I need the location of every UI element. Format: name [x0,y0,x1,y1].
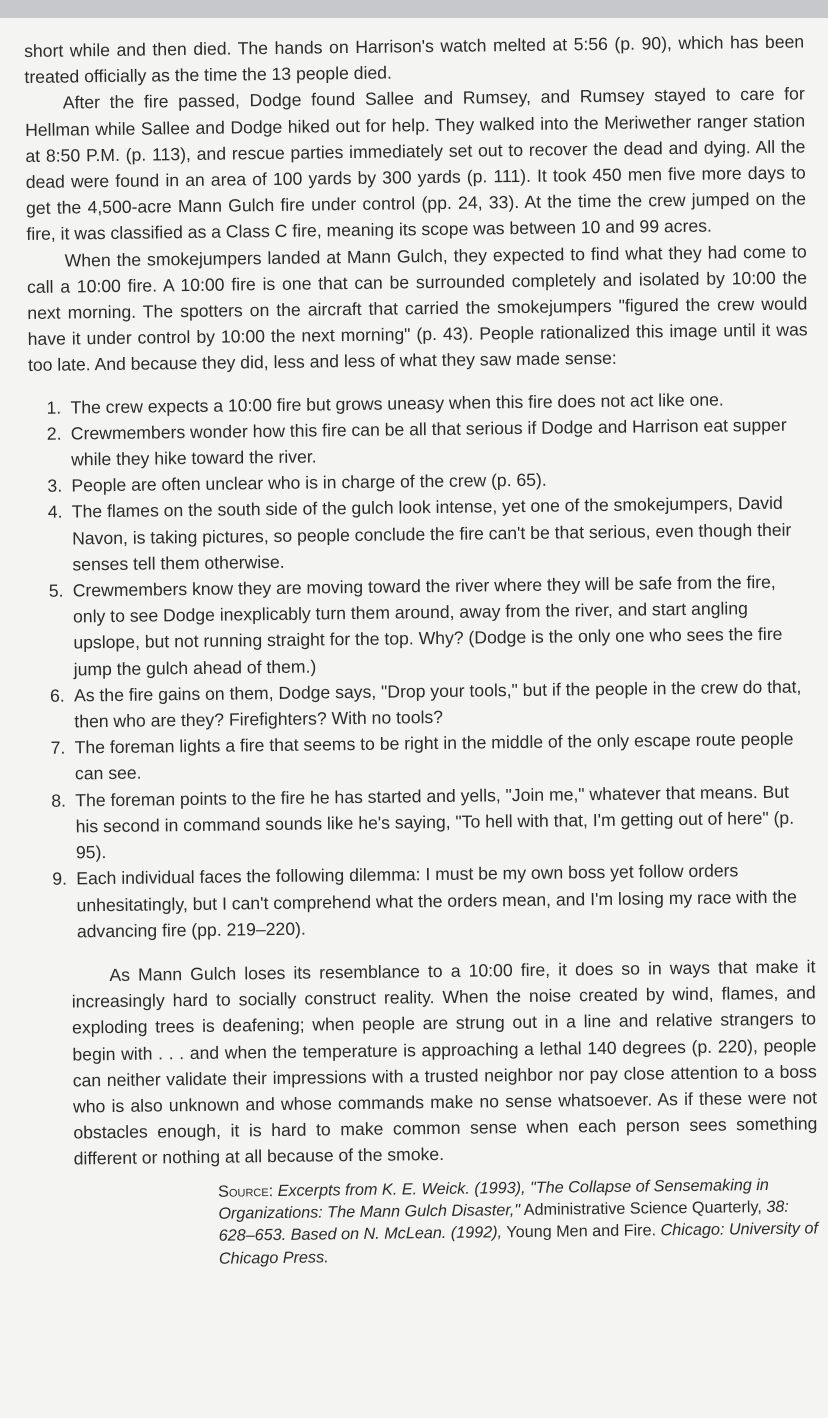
list-number: 6. [49,685,65,706]
list-text: The crew expects a 10:00 fire but grows uneasy when this fire does not act like one. [70,389,724,418]
paragraph-after-fire: After the fire passed, Dodge found Sallee and Rumsey, and Rumsey stayed to care for Hellman while Sallee and Dodge hiked out for help. They walked into the Meriwether ranger station at 8:50 P.M. (p. 113), and rescue parties immediately set out to recover the dead and dying. All the dead were found in an area of 100 yards by 300 yards (p. 111). It took 450 men five more days to get the 4,500-acre Mann Gulch fire under control (pp. 24, 33). At the time the crew jumped on the fire, it was classified as a Class C fire, meaning its scope was between 10 and 99 acres. [24,83,807,245]
list-number: 1. [46,397,62,418]
document-page [24,28,821,1397]
list-number: 2. [46,423,62,444]
list-text: Each individual faces the following dilemma: I must be my own boss yet follow orders unhesitatingly, but I can't comprehend what the orders mean, and I'm losing my race with the advancing fire (pp. 219–220). [76,860,797,942]
source-label: Source: [217,1181,274,1201]
list-text: As the fire gains on them, Dodge says, "Drop your tools," but if the people in the crew do that, then who are they? Firefighters? With no tools? [73,676,802,732]
top-band [0,0,828,18]
list-text: The foreman lights a fire that seems to be right in the middle of the only escape route people can see. [74,728,794,784]
list-text: People are often unclear who is in charge of the crew (p. 65). [71,469,547,496]
paragraph-harrison-watch: short while and then died. The hands on Harrison's watch melted at 5:56 (p. 90), which has been treated officially as the time the 13 people died. [24,31,805,88]
source-volume: 38: 628–653. Based on N. McLean. (1992), [218,1197,789,1246]
source-book: Young Men and Fire. [506,1221,657,1242]
source-excerpt: Excerpts from K. E. Weick. (1993), "The Collapse of Sensemaking in Organizations: The Mann Gulch Disaster," [218,1175,769,1223]
list-item [33,778,814,866]
paragraph-closing: As Mann Gulch loses its resemblance to a 10:00 fire, it does so in ways that make it increasingly hard to socially construct reality. When the noise created by wind, flames, and exploding trees is deafening; when people are strung out in a line and relative strangers to begin with . . . and when the temperature is approaching a lethal 140 degrees (p. 220), people can neither validate their impressions with a trusted neighbor nor pay close attention to a boss who is also unknown and whose commands make no sense whatsoever. As if these were not obstacles enough, it is hard to make common sense when each person sees something different or nothing at all because of the smoke. [71,956,818,1169]
list-item [34,857,815,945]
list-number: 3. [47,475,63,496]
source-publisher: Chicago: University of Chicago Press. [218,1219,819,1268]
list-item [32,673,813,735]
list-number: 4. [47,502,63,523]
list-item [30,490,811,578]
list-text: Crewmembers wonder how this fire can be all that serious if Dodge and Harrison eat supper while they hike toward the river. [70,414,787,470]
source-journal: Administrative Science Quarterly, [523,1198,762,1219]
list-number: 5. [48,580,64,601]
list-item [29,411,810,473]
list-text: The flames on the south side of the gulch look intense, yet one of the smokejumpers, David Navon, is taking pictures, so people conclude the fire can't be that serious, even though their senses tell them otherwise. [71,493,792,575]
list-text: Crewmembers know they are moving toward the river where they will be safe from the fire, only to see Dodge inexplicably turn them around, away from the river, and start angling upslope, but not running straight for the top. Why? (Dodge is the only one who sees the fire jump the gulch ahead of them.) [72,571,783,680]
sensemaking-list [28,385,815,945]
list-number: 8. [51,790,67,811]
list-text: The foreman points to the fire he has started and yells, "Join me," whatever that means. But his second in command sounds like he's saying, "To hell with that, I'm getting out of here" (p. 95). [75,781,795,863]
paragraph-smokejumpers: When the smokejumpers landed at Mann Gulch, they expected to find what they had come to call a 10:00 fire. A 10:00 fire is one that can be surrounded completely and isolated by 10:00 the next morning. The spotters on the aircraft that carried the smokejumpers "figured the crew would have it under control by 10:00 the next morning" (p. 43). People rationalized this image until it was too late. And because they did, less and less of what they saw made sense: [26,241,808,376]
list-item [33,726,814,788]
closing-block [35,953,818,1172]
list-number: 9. [52,868,68,890]
list-item [31,568,812,682]
source-citation [218,1173,819,1270]
list-number: 7. [50,737,66,759]
